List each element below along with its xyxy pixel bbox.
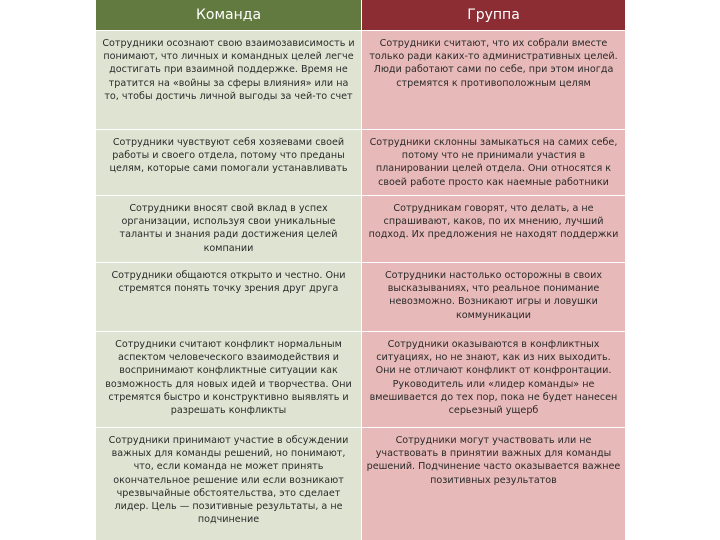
group-cell: Сотрудникам говорят, что делать, а не спрашивают, каков, по их мнению, лучший подход. Их предложения не находят поддержки xyxy=(362,196,625,262)
team-cell: Сотрудники вносят свой вклад в успех организации, используя свои уникальные таланты и знания ради достижения целей компании xyxy=(96,196,361,262)
group-cell: Сотрудники склонны замыкаться на самих себе, потому что не принимали участия в планировании целей отдела. Они относятся к своей работе просто как наемные работники xyxy=(362,130,625,195)
table-row xyxy=(96,332,625,427)
team-cell: Сотрудники принимают участие в обсуждении важных для команды решений, но понимают, что, если команда не может принять окончательное решение или если возникают чрезвычайные обстоятельства, это сделает лидер. Цель — позитивные результаты, а не подчинение xyxy=(96,428,361,540)
group-cell: Сотрудники настолько осторожны в своих высказываниях, что реальное понимание невозможно. Возникают игры и ловушки коммуникации xyxy=(362,263,625,331)
table-row xyxy=(96,428,625,540)
group-cell: Сотрудники могут участвовать или не участвовать в принятии важных для команды решений. Подчинение часто оказывается важнее позитивных результатов xyxy=(362,428,625,540)
group-cell: Сотрудники считают, что их собрали вместе только ради каких-то административных целей. Люди работают сами по себе, при этом иногда стремятся к противоположным целям xyxy=(362,31,625,129)
team-cell: Сотрудники чувствуют себя хозяевами своей работы и своего отдела, потому что преданы целям, которые сами помогали устанавливать xyxy=(96,130,361,195)
team-cell: Сотрудники осознают свою взаимозависимость и понимают, что личных и командных целей легче достигать при взаимной поддержке. Время не тратится на «войны за сферы влияния» или на то, чтобы достичь личной выгоды за чей-то счет xyxy=(96,31,361,129)
table-row xyxy=(96,31,625,129)
table-row xyxy=(96,263,625,331)
group-cell: Сотрудники оказываются в конфликтных ситуациях, но не знают, как из них выходить. Они не отличают конфликт от конфронтации. Руководитель или «лидер команды» не вмешивается до тех пор, пока не будет нанесен серьезный ущерб xyxy=(362,332,625,427)
comparison-table xyxy=(96,0,625,540)
header-team: Команда xyxy=(96,0,361,30)
table-row xyxy=(96,196,625,262)
table-row xyxy=(96,130,625,195)
team-cell: Сотрудники общаются открыто и честно. Они стремятся понять точку зрения друг друга xyxy=(96,263,361,331)
header-group: Группа xyxy=(362,0,625,30)
team-cell: Сотрудники считают конфликт нормальным аспектом человеческого взаимодействия и воспринимают конфликтные ситуации как возможность для новых идей и творчества. Они стремятся быстро и конструктивно выявлять и разрешать конфликты xyxy=(96,332,361,427)
